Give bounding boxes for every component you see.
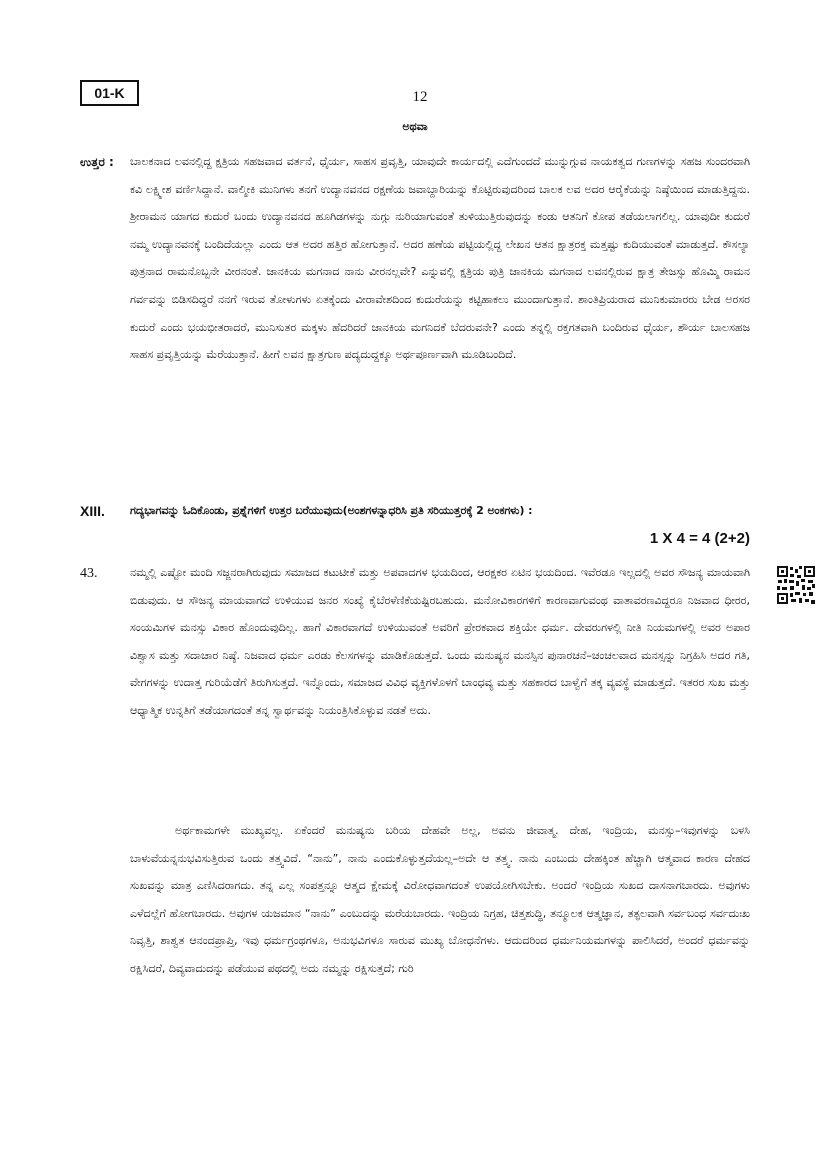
section-number: XIII.	[80, 503, 105, 519]
section-instruction: ಗದ್ಯಭಾಗವನ್ನು ಓದಿಕೊಂಡು, ಪ್ರಶ್ನೆಗಳಿಗೆ ಉತ್ತರ ಬರೆಯುವುದು(ಅಂಶಗಳನ್ನಾಧರಿಸಿ ಪ್ರತಿ ಸರಿಯುತ್ತರಕ್ಕೆ 2 ಅಂಕಗಳು) :	[130, 504, 533, 517]
alternative-heading: ಅಥವಾ	[402, 120, 428, 133]
answer-label: ಉತ್ತರ :	[80, 155, 114, 169]
question-number: 43.	[80, 566, 98, 581]
qr-code-icon	[776, 565, 816, 605]
passage-paragraph-2: ಅರ್ಥಕಾಮಗಳೇ ಮುಖ್ಯವಲ್ಲ. ಏಕೆಂದರೆ ಮನುಷ್ಯನು ಬರಿಯ ದೇಹವೇ ಅಲ್ಲ, ಅವನು ಜೀವಾತ್ಮ. ದೇಹ, ಇಂದ್ರಿಯ, ಮನಸ್ಸು–ಇವುಗಳನ್ನು ಬಳಸಿ ಬಾಳುವೆಯನ್ನನುಭವಿಸುತ್ತಿರುವ ಒಂದು ತತ್ತ್ವವಿದೆ. “ನಾನು”, ನಾನು ಎಂದುಕೊಳ್ಳುತ್ತದೆಯಲ್ಲ–ಅದೇ ಆ ತತ್ತ್ವ. ನಾನು ಎಂಬುದು ದೇಹಕ್ಕಿಂತ ಹೆಚ್ಚಾಗಿ ಆತ್ಮವಾದ ಕಾರಣ ದೇಹದ ಸುಖವನ್ನು ಮಾತ್ರ ಎಣಿಸಿದರಾಗದು. ತನ್ನ ಎಲ್ಲ ಸಂಪತ್ತನ್ನೂ ಆತ್ಮದ ಕ್ಷೇಮಕ್ಕೆ ವಿರೋಧವಾಗದಂತೆ ಉಪಯೋಗಿಸಬೇಕು. ಅಂದರೆ ಇಂದ್ರಿಯ ಸುಖದ ದಾಸನಾಗಬಾರದು. ಅವುಗಳು ಎಳೆದಲ್ಲೆಗೆ ಹೋಗಬಾರದು. ಅವುಗಳ ಯಜಮಾನ “ನಾನು” ಎಂಬುದನ್ನು ಮರೆಯಬಾರದು. ಇಂದ್ರಿಯ ನಿಗ್ರಹ, ಚಿತ್ತಶುದ್ಧಿ, ತನ್ಮೂಲಕ ಆತ್ಮಜ್ಞಾನ, ತತ್ಫಲವಾಗಿ ಸರ್ವಬಂಧ ಸರ್ವದುಃಖ ನಿವೃತ್ತಿ, ಶಾಶ್ವತ ಆನಂದಪ್ರಾಪ್ತಿ, ಇವು ಧರ್ಮಗ್ರಂಥಗಳೂ, ಅನುಭವಿಗಳೂ ಸಾರುವ ಮುಖ್ಯ ಬೋಧನೆಗಳು. ಆದುದರಿಂದ ಧರ್ಮನಿಯಮಗಳನ್ನು ಪಾಲಿಸಿದರೆ, ಅಂದರೆ ಧರ್ಮವನ್ನು ರಕ್ಷಿಸಿದರೆ, ದಿವ್ಯವಾದುದನ್ನು ಪಡೆಯುವ ಪಥದಲ್ಲಿ ಅದು ನಮ್ಮನ್ನು ರಕ್ಷಿಸುತ್ತದೆ; ಗುರಿ	[130, 824, 750, 975]
passage-paragraph-1: ನಮ್ಮಲ್ಲಿ ಎಷ್ಟೋ ಮಂದಿ ಸಜ್ಜನರಾಗಿರುವುದು ಸಮಾಜದ ಕಟುಟೀಕೆ ಮತ್ತು ಅಪವಾದಗಳ ಭಯದಿಂದ, ಆರಕ್ಷಕರ ಏಟಿನ ಭಯದಿಂದ. ಇವೆರಡೂ ಇಲ್ಲದಲ್ಲಿ ಅವರ ಸೌಜನ್ಯ ಮಾಯವಾಗಿ ಬಿಡುವುದು. ಆ ಸೌಜನ್ಯ ಮಾಯವಾಗದೆ ಉಳಿಯುವ ಜನರ ಸಂಖ್ಯೆ ಕೈಬೆರಳೆಣಿಕೆಯಷ್ಟಿರಬಹುದು. ಮನೋವಿಕಾರಗಳಿಗೆ ಕಾರಣವಾಗುವಂಥ ವಾತಾವರಣವಿದ್ದರೂ ನಿಜವಾದ ಧೀರರ, ಸಂಯಮಿಗಳ ಮನಸ್ಸು ವಿಕಾರ ಹೊಂದುವುದಿಲ್ಲ. ಹಾಗೆ ವಿಕಾರವಾಗದೆ ಉಳಿಯುವಂತೆ ಅವರಿಗೆ ಪ್ರೇರಕವಾದ ಶಕ್ತಿಯೇ ಧರ್ಮ. ದೇವರುಗಳಲ್ಲಿ ನೀತಿ ನಿಯಮಗಳಲ್ಲಿ ಅವರ ಅಪಾರ ವಿಶ್ವಾಸ ಮತ್ತು ಸದಾಚಾರ ನಿಷ್ಠೆ. ನಿಜವಾದ ಧರ್ಮ ಎರಡು ಕೆಲಸಗಳನ್ನು ಮಾಡಿಕೊಡುತ್ತದೆ. ಒಂದು ಮನುಷ್ಯನ ಮನಸ್ಸಿನ ಪುನಾರಚನೆ–ಚಂಚಲವಾದ ಮನಸ್ಸನ್ನು ನಿಗ್ರಹಿಸಿ ಅದರ ಗತಿ, ವೇಗಗಳನ್ನು ಉದಾತ್ತ ಗುರಿಯೆಡೆಗೆ ತಿರುಗಿಸುತ್ತದೆ. ಇನ್ನೊಂದು, ಸಮಾಜದ ವಿವಿಧ ವ್ಯಕ್ತಿಗಳೊಳಗೆ ಬಾಂಧವ್ಯ ಮತ್ತು ಸಹಕಾರದ ಬಾಳ್ವೆಗೆ ತಕ್ಕ ವ್ಯವಸ್ಥೆ ಮಾಡುತ್ತದೆ. ಇತರರ ಸುಖ ಮತ್ತು ಆಧ್ಯಾತ್ಮಿಕ ಉನ್ನತಿಗೆ ತಡೆಯಾಗದಂತೆ ತನ್ನ ಸ್ವಾರ್ಥವನ್ನು ನಿಯಂತ್ರಿಸಿಕೊಳ್ಳುವ ನಡತೆ ಅದು.	[130, 566, 750, 717]
paper-code-box: 01-K	[80, 80, 139, 106]
answer-paragraph: ಬಾಲಕನಾದ ಲವನಲ್ಲಿದ್ದ ಕ್ಷತ್ರಿಯ ಸಹಜವಾದ ವರ್ತನೆ, ಧೈರ್ಯ, ಸಾಹಸ ಪ್ರವೃತ್ತಿ, ಯಾವುದೇ ಕಾರ್ಯದಲ್ಲಿ ಎದೆಗುಂದದೆ ಮುನ್ನುಗ್ಗುವ ನಾಯಕತ್ವದ ಗುಣಗಳನ್ನು ಸಹಜ ಸುಂದರವಾಗಿ ಕವಿ ಲಕ್ಷ್ಮೀಶ ವರ್ಣಿಸಿದ್ದಾನೆ. ವಾಲ್ಮೀಕಿ ಮುನಿಗಳು ತನಗೆ ಉದ್ಯಾನವನದ ರಕ್ಷಣೆಯ ಜವಾಬ್ದಾರಿಯನ್ನು ಕೊಟ್ಟಿರುವುದರಿಂದ ಬಾಲಕ ಲವ ಅದರ ಆರೈಕೆಯನ್ನು ನಿಷ್ಠೆಯಿಂದ ಮಾಡುತ್ತಿದ್ದನು. ಶ್ರೀರಾಮನ ಯಾಗದ ಕುದುರೆ ಬಂದು ಉದ್ಯಾನವನದ ಹೂಗಿಡಗಳನ್ನು ನುಗ್ಗು ನುರಿಯಾಗುವಂತೆ ತುಳಿಯುತ್ತಿರುವುದನ್ನು ಕಂಡು ಆತನಿಗೆ ಕೋಪ ತಡೆಯಲಾಗಲಿಲ್ಲ. ಯಾವುದೀ ಕುದುರೆ ನಮ್ಮ ಉದ್ಯಾನವನಕ್ಕೆ ಬಂದಿದೆಯಲ್ಲಾ ಎಂದು ಆತ ಅದರ ಹತ್ತಿರ ಹೋಗುತ್ತಾನೆ. ಅದರ ಹಣೆಯ ಪಟ್ಟಿಯಲ್ಲಿದ್ದ ಲೇಖನ ಆತನ ಕ್ಷಾತ್ರರಕ್ತ ಮತ್ತಷ್ಟು ಕುದಿಯುವಂತೆ ಮಾಡುತ್ತದೆ. ಕೌಸಲ್ಯಾ ಪುತ್ರನಾದ ರಾಮನೊಬ್ಬನೇ ವೀರನಂತೆ. ಜಾನಕಿಯ ಮಗನಾದ ನಾನು ವೀರನಲ್ಲವೇ? ಎನ್ನುವಲ್ಲಿ ಕ್ಷತ್ರಿಯ ಪುತ್ರಿ ಜಾನಕಿಯ ಮಗನಾದ ಲವನಲ್ಲಿರುವ ಕ್ಷಾತ್ರ ತೇಜಸ್ಸು ಹೊಮ್ಮಿ ರಾಮನ ಗರ್ವವನ್ನು ಬಿಡಿಸದಿದ್ದರೆ ನನಗೆ ಇರುವ ತೋಳುಗಳು ಏತಕ್ಕೆಂದು ವೀರಾವೇಶದಿಂದ ಕುದುರೆಯನ್ನು ಕಟ್ಟಿಹಾಕಲು ಮುಂದಾಗುತ್ತಾನೆ. ಶಾಂತಿಪ್ರಿಯರಾದ ಮುನಿಕುಮಾರರು ಬೇಡ ಅರಸರ ಕುದುರೆ ಎಂದು ಭಯಭೀತರಾದರೆ, ಮುನಿಸುತರ ಮಕ್ಕಳು ಹೆದರಿದರೆ ಜಾನಕಿಯ ಮಗನಿದಕೆ ಬೆದರುವನೇ? ಎಂದು ತನ್ನಲ್ಲಿ ರಕ್ತಗತವಾಗಿ ಬಂದಿರುವ ಧೈರ್ಯ, ಶೌರ್ಯ ಬಾಲಸಹಜ ಸಾಹಸ ಪ್ರವೃತ್ತಿಯನ್ನು ಮೆರೆಯುತ್ತಾನೆ. ಹೀಗೆ ಲವನ ಕ್ಷಾತ್ರಗುಣ ಪದ್ಯದುದ್ದಕ್ಕೂ ಅರ್ಥಪೂರ್ಣವಾಗಿ ಮೂಡಿಬಂದಿದೆ.	[130, 155, 750, 362]
section-marks: 1 X 4 = 4 (2+2)	[649, 530, 750, 547]
page-number: 12	[412, 89, 428, 105]
